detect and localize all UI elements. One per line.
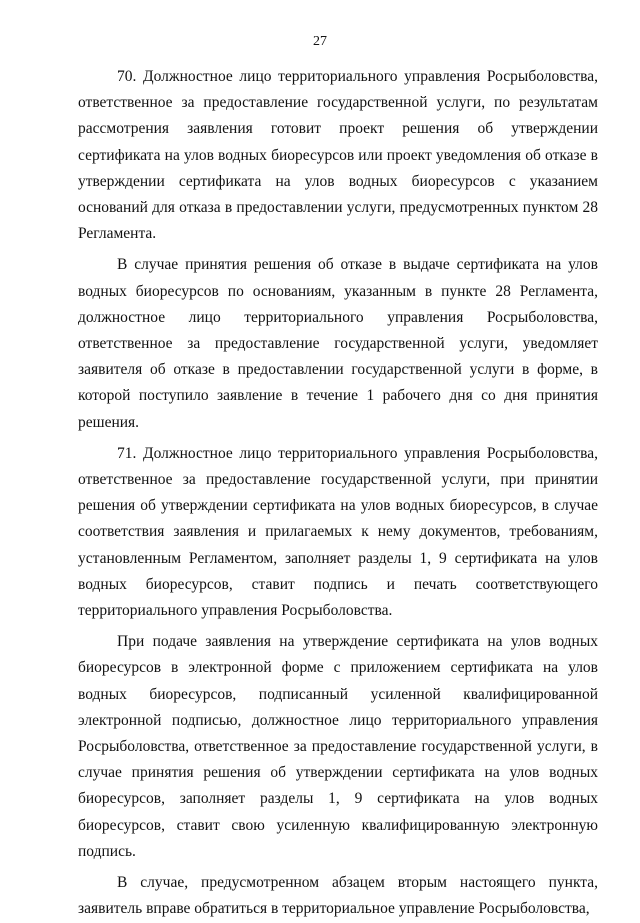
paragraph-71: 71. Должностное лицо территориального управления Росрыболовства, ответственное за предоставление государственной услуги, при принятии решения об утверждении сертификата на улов водных биоресурсов, в случае соответствия заявления и прилагаемых к нему документов, требованиям, установленным Регламентом, заполняет разделы 1, 9 сертификата на улов водных биоресурсов, ставит подпись и печать соответствующего территориального управления Росрыболовства.: [78, 444, 598, 620]
paragraph-71-electronic: При подаче заявления на утверждение сертификата на улов водных биоресурсов в электронной форме с приложением сертификата на улов водных биоресурсов, подписанный усиленной квалифицированной электронной подписью, должностное лицо территориального управления Росрыболовства, ответственное за предоставление государственной услуги, в случае принятия решения об утверждении сертификата на улов водных биоресурсов, заполняет разделы 1, 9 сертификата на улов водных биоресурсов, ставит свою усиленную квалифицированную электронную подпись.: [78, 633, 598, 860]
document-body: [78, 64, 598, 923]
paragraph-70-refusal: В случае принятия решения об отказе в выдаче сертификата на улов водных биоресурсов по основаниям, указанным в пункте 28 Регламента, должностное лицо территориального управления Росрыболовства, ответственное за предоставление государственной услуги, уведомляет заявителя об отказе в предоставлении государственной услуги в форме, в которой поступило заявление в течение 1 рабочего дня со дня принятия решения.: [78, 256, 598, 431]
page-number: 27: [313, 34, 327, 49]
paragraph-71-case: В случае, предусмотренном абзацем вторым настоящего пункта, заявитель вправе обратиться в территориальное управление Росрыболовства,: [78, 874, 598, 918]
paragraph-70: 70. Должностное лицо территориального управления Росрыболовства, ответственное за предоставление государственной услуги, по результатам рассмотрения заявления готовит проект решения об утверждении сертификата на улов водных биоресурсов или проект уведомления об отказе в утверждении сертификата на улов водных биоресурсов с указанием оснований для отказа в предоставлении услуги, предусмотренных пунктом 28 Регламента.: [78, 68, 598, 243]
